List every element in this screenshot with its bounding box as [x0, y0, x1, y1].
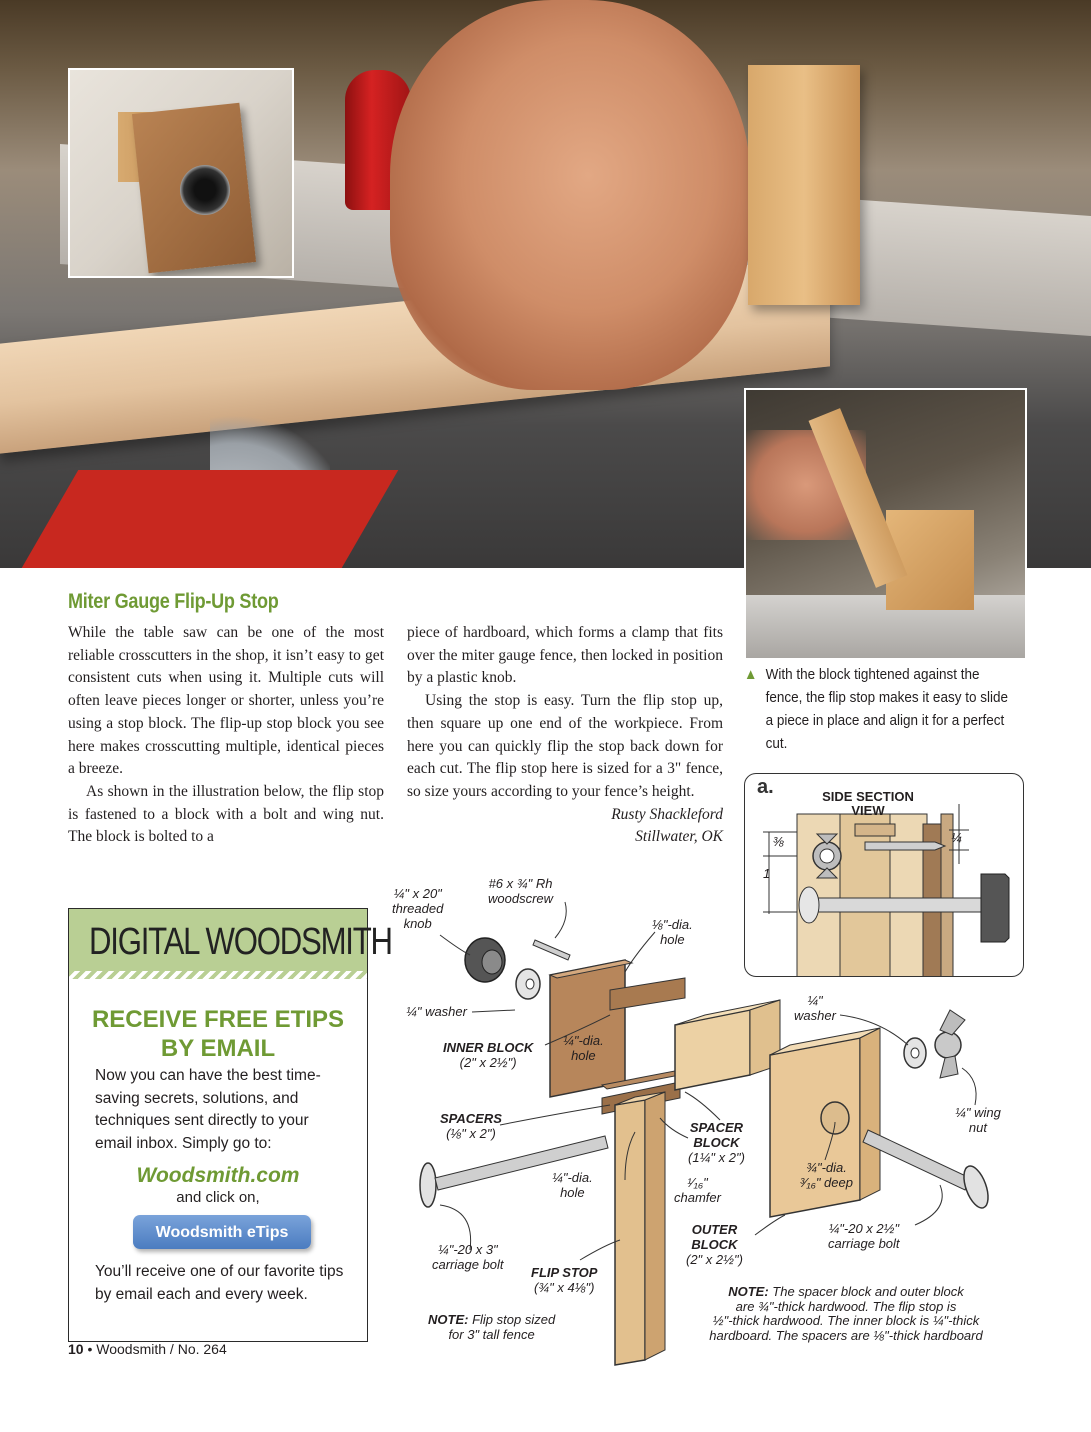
label-size: (2" x 2½") — [686, 1252, 743, 1267]
page-footer — [68, 1341, 227, 1357]
paragraph: While the table saw can be one of the most reliable crosscutters in the shop, it isn’t easy to get consistent cuts when using it. Multiple cuts will often leave pieces longer or shorter, unless you’re using a stop block. The flip-up stop block you see here makes crosscutting multiple, identical pieces a breeze. — [68, 624, 384, 778]
paragraph: piece of hardboard, which forms a clamp that fits over the miter gauge fence, then locked in position by a plastic knob. — [407, 624, 723, 687]
diagram-title-line: VIEW — [851, 803, 885, 818]
note-label: NOTE: — [428, 1312, 469, 1327]
note-line: are ¾"-thick hardwood. The flip stop is — [735, 1298, 957, 1314]
label-bolt-right — [828, 1221, 900, 1251]
note-line: hardboard. The spacers are ⅛"-thick hardboard — [709, 1327, 983, 1343]
note-text: The spacer block and outer block — [772, 1284, 964, 1299]
label-counterbore — [800, 1160, 853, 1190]
inset-photo-flip-stop — [744, 388, 1027, 660]
caption-triangle-icon: ▲ — [744, 666, 758, 683]
label-quarter-hole-2 — [552, 1170, 593, 1200]
label-line: ³⁄₁₆" deep — [800, 1175, 853, 1190]
label-chamfer — [674, 1175, 721, 1205]
label-size: (⅛" x 2") — [446, 1126, 496, 1141]
label-name: BLOCK — [691, 1237, 738, 1252]
label-line: carriage bolt — [828, 1236, 900, 1251]
label-flip-stop — [531, 1265, 597, 1295]
ad-headline — [69, 1005, 367, 1063]
plastic-knob — [180, 165, 230, 215]
note-line — [686, 1285, 1006, 1300]
note-text: Flip stop sized — [472, 1312, 556, 1327]
inset-photo-knob — [68, 68, 294, 278]
label-line: ¼"-20 x 3" — [437, 1242, 498, 1257]
paragraph: Using the stop is easy. Turn the flip stop up, then square up one end of the workpiece. From here you can quickly flip the stop back down for each cut. The flip stop here is sized for a 3" fence, so size yours according to your fence’s height. — [407, 692, 723, 800]
label-line: hole — [571, 1048, 596, 1063]
article-column-1 — [68, 622, 384, 849]
label-line: knob — [403, 916, 432, 931]
note-label: NOTE: — [728, 1284, 769, 1299]
red-throat-plate — [22, 470, 399, 568]
label-size: (1¼" x 2") — [688, 1150, 745, 1165]
label-name: SPACERS — [440, 1111, 502, 1126]
ad-body: Now you can have the best time-saving secrets, solutions, and techniques sent directly to your email inbox. Simply go to: — [95, 1067, 321, 1152]
ad-footer-text: You’ll receive one of our favorite tips by email each and every week. — [95, 1263, 344, 1303]
label-wing-nut — [955, 1105, 1001, 1135]
label-name: FLIP STOP — [531, 1265, 598, 1280]
digital-woodsmith-ad — [68, 908, 392, 1342]
note-line: for 3" tall fence — [448, 1326, 535, 1342]
ad-brand: DIGITAL WOODSMITH — [89, 921, 392, 963]
label-line: hole — [660, 932, 685, 947]
publication-name: Woodsmith / No. 264 — [96, 1341, 227, 1357]
ad-headline-line: RECEIVE FREE ETIPS — [91, 1006, 345, 1033]
label-name: OUTER — [691, 1222, 738, 1237]
label-line: threaded — [392, 901, 444, 916]
dim-quarter: ¼ — [951, 830, 962, 845]
label-spacers — [440, 1111, 502, 1141]
label-small-hole — [652, 917, 693, 947]
label-washer-left: ¼" washer — [406, 1004, 467, 1019]
label-line: ¹⁄₁₆" — [687, 1175, 708, 1190]
label-name: SPACER — [689, 1120, 744, 1135]
label-size: (¾" x 4⅛") — [533, 1280, 595, 1295]
label-washer-right — [794, 993, 836, 1023]
dim-three-eighths: ⅜ — [773, 834, 784, 849]
dim-one: 1 — [763, 866, 771, 881]
ad-click-text: and click on, — [176, 1189, 260, 1206]
label-line: ¼" — [807, 993, 823, 1008]
label-line: woodscrew — [488, 891, 554, 906]
label-bolt-left — [432, 1242, 504, 1272]
article-title: Miter Gauge Flip-Up Stop — [68, 590, 279, 613]
label-line: ⅛"-dia. — [652, 917, 693, 932]
article-column-2 — [407, 622, 723, 849]
label-line: washer — [794, 1008, 836, 1023]
label-line: #6 x ¾" Rh — [488, 876, 553, 891]
label-quarter-hole — [563, 1033, 604, 1063]
woodsmith-etips-button[interactable]: Woodsmith eTips — [133, 1215, 311, 1249]
label-line: ¼" x 20" — [393, 886, 442, 901]
label-outer-block — [686, 1222, 743, 1267]
label-name: BLOCK — [693, 1135, 740, 1150]
ad-headline-line: BY EMAIL — [160, 1035, 276, 1062]
ad-serrated-edge — [69, 971, 367, 979]
label-spacer-block — [688, 1120, 745, 1165]
label-line: nut — [968, 1120, 987, 1135]
label-line: ¼" wing — [955, 1105, 1001, 1120]
paragraph: As shown in the illustration below, the flip stop is fastened to a block with a bolt and wing nut. The block is bolted to a — [68, 782, 384, 846]
diagram-title — [803, 790, 933, 818]
note-line — [428, 1313, 555, 1328]
label-line: ¾"-dia. — [806, 1160, 847, 1175]
note-materials — [686, 1285, 1006, 1343]
note-flip-stop — [428, 1313, 555, 1342]
photo-caption — [744, 663, 1014, 755]
diagram-title-line: SIDE SECTION — [822, 789, 914, 804]
label-line: ¼"-dia. — [552, 1170, 593, 1185]
footer-bullet: • — [87, 1341, 93, 1357]
label-name: INNER BLOCK — [443, 1040, 534, 1055]
author: Rusty Shackleford — [611, 805, 723, 823]
label-size: (2" x 2½") — [459, 1055, 517, 1070]
label-line: ¼"-dia. — [563, 1033, 604, 1048]
label-line: carriage bolt — [432, 1257, 504, 1272]
page-number: 10 — [68, 1341, 84, 1357]
label-threaded-knob — [392, 886, 443, 931]
author-location: Stillwater, OK — [635, 828, 723, 846]
diagram-letter: a. — [757, 776, 774, 798]
label-line: ¼"-20 x 2½" — [828, 1221, 900, 1236]
woodsmith-link[interactable]: Woodsmith.com — [136, 1164, 300, 1187]
stop-block — [748, 65, 860, 305]
label-woodscrew — [488, 876, 553, 906]
caption-text: With the block tightened against the fence, the flip stop makes it easy to slide a piece in place and align it for a perfect cut. — [765, 666, 1008, 752]
note-line: ½"-thick hardwood. The inner block is ¼"-thick — [712, 1313, 980, 1328]
label-inner-block — [443, 1040, 533, 1070]
label-line: hole — [560, 1185, 585, 1200]
hand — [390, 0, 750, 390]
label-line: chamfer — [674, 1190, 721, 1205]
